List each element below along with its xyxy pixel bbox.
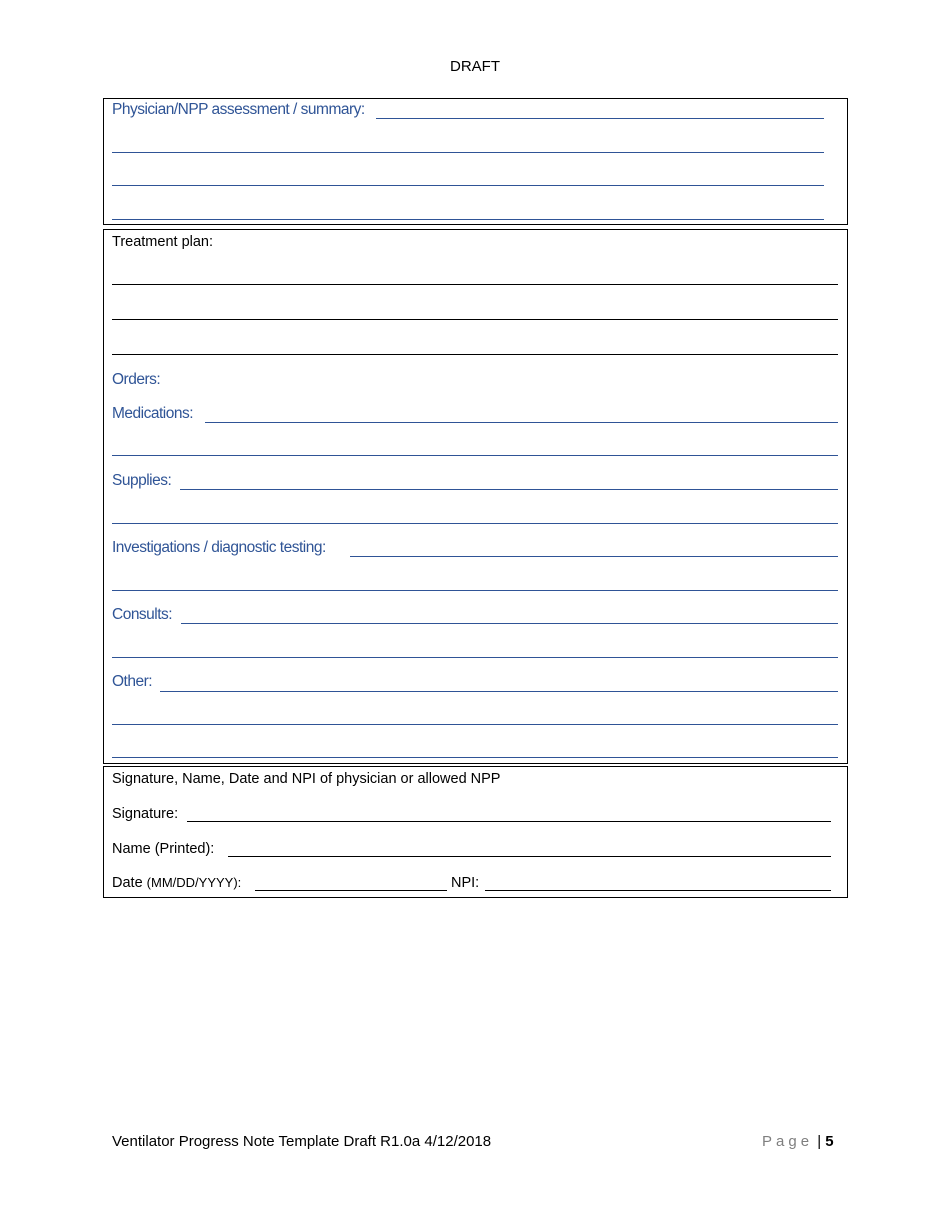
npi-label: NPI: bbox=[451, 875, 480, 891]
investigations-label: Investigations / diagnostic testing: bbox=[112, 539, 326, 556]
npi-field[interactable] bbox=[485, 890, 831, 891]
assessment-line-4[interactable] bbox=[112, 219, 824, 220]
assessment-line-3[interactable] bbox=[112, 185, 824, 186]
assessment-label: Physician/NPP assessment / summary: bbox=[112, 101, 365, 118]
treatment-line-3[interactable] bbox=[112, 354, 838, 355]
name-printed-field[interactable] bbox=[228, 856, 831, 857]
consults-line-2[interactable] bbox=[112, 657, 838, 658]
date-label: Date bbox=[112, 875, 143, 891]
other-line-3[interactable] bbox=[112, 757, 838, 758]
signature-field[interactable] bbox=[187, 821, 831, 822]
investigations-line-2[interactable] bbox=[112, 590, 838, 591]
consults-line-1[interactable] bbox=[181, 623, 838, 624]
supplies-line-1[interactable] bbox=[180, 489, 838, 490]
supplies-line-2[interactable] bbox=[112, 523, 838, 524]
signature-label: Signature: bbox=[112, 806, 179, 822]
supplies-label: Supplies: bbox=[112, 472, 172, 489]
investigations-line-1[interactable] bbox=[350, 556, 838, 557]
assessment-line-2[interactable] bbox=[112, 152, 824, 153]
treatment-plan-label: Treatment plan: bbox=[112, 234, 214, 250]
page-number: 5 bbox=[825, 1133, 834, 1150]
assessment-line-1[interactable] bbox=[376, 118, 824, 119]
page-indicator bbox=[762, 1133, 834, 1150]
medications-label: Medications: bbox=[112, 405, 194, 422]
other-line-1[interactable] bbox=[160, 691, 838, 692]
other-line-2[interactable] bbox=[112, 724, 838, 725]
consults-label: Consults: bbox=[112, 606, 173, 623]
date-format-label: (MM/DD/YYYY): bbox=[146, 875, 242, 890]
footer-title: Ventilator Progress Note Template Draft R1.0a 4/12/2018 bbox=[112, 1133, 492, 1150]
treatment-section bbox=[103, 229, 848, 764]
treatment-line-1[interactable] bbox=[112, 284, 838, 285]
date-label-group bbox=[112, 874, 241, 892]
other-label: Other: bbox=[112, 673, 153, 690]
page-separator: | bbox=[817, 1133, 822, 1150]
treatment-line-2[interactable] bbox=[112, 319, 838, 320]
medications-line-2[interactable] bbox=[112, 455, 838, 456]
orders-label: Orders: bbox=[112, 371, 161, 388]
medications-line-1[interactable] bbox=[205, 422, 838, 423]
page-word: Page bbox=[762, 1133, 814, 1150]
date-field[interactable] bbox=[255, 890, 447, 891]
signature-heading: Signature, Name, Date and NPI of physician or allowed NPP bbox=[112, 771, 501, 787]
name-printed-label: Name (Printed): bbox=[112, 841, 215, 857]
draft-header: DRAFT bbox=[450, 58, 500, 75]
